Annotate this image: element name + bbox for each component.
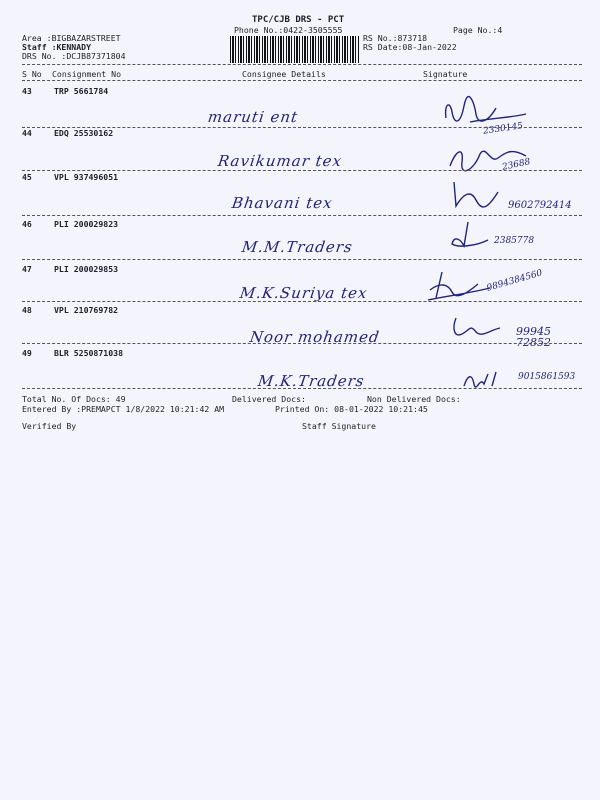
row-divider [22, 259, 582, 260]
row-consignment: PLI 200029853 [54, 264, 119, 274]
printed-on: Printed On: 08-01-2022 10:21:45 [275, 404, 428, 414]
col-header-sno: S No [22, 69, 42, 79]
consignee-handwriting: Bhavani tex [230, 194, 334, 212]
row-sno: 45 [22, 172, 32, 182]
row-divider [22, 388, 582, 389]
staff-label: Staff :KENNADY [22, 42, 92, 52]
consignee-handwriting: Noor mohamed [248, 328, 381, 346]
row-divider [22, 170, 582, 171]
signature-scribble [448, 220, 492, 256]
row-sno: 47 [22, 264, 32, 274]
signature-scribble [450, 314, 510, 346]
entered-by: Entered By :PREMAPCT 1/8/2022 10:21:42 AM [22, 404, 225, 414]
non-delivered-docs: Non Delivered Docs: [367, 394, 461, 404]
row-sno: 48 [22, 305, 32, 315]
col-header-signature: Signature [423, 69, 468, 79]
consignee-handwriting: M.M.Traders [240, 238, 354, 256]
row-consignment: VPL 210769782 [54, 305, 119, 315]
row-consignment: EDQ 25530162 [54, 128, 114, 138]
staff-signature: Staff Signature [302, 421, 376, 431]
row-consignment: TRP 5661784 [54, 86, 109, 96]
signature-number: 2385778 [494, 236, 535, 246]
signature-number: 9015861593 [518, 372, 576, 382]
total-docs: Total No. Of Docs: 49 [22, 394, 126, 404]
consignee-handwriting: M.K.Suriya tex [238, 284, 369, 302]
barcode [230, 36, 360, 63]
row-sno: 44 [22, 128, 32, 138]
row-divider [22, 215, 582, 216]
consignee-handwriting: maruti ent [206, 108, 300, 126]
drs-number: DRS No. :DCJB87371804 [22, 51, 126, 61]
consignee-handwriting: Ravikumar tex [216, 152, 344, 170]
signature-number: 23688 [501, 157, 532, 173]
verified-by: Verified By [22, 421, 77, 431]
rs-date: RS Date:08-Jan-2022 [363, 42, 457, 52]
phone-number: Phone No.:0422-3505555 [234, 25, 343, 35]
page-number: Page No.:4 [453, 25, 503, 35]
row-consignment: BLR 5250871038 [54, 348, 124, 358]
signature-number: 9894384560 [485, 268, 544, 294]
row-sno: 49 [22, 348, 32, 358]
divider [22, 64, 582, 65]
delivered-docs: Delivered Docs: [232, 394, 306, 404]
col-header-consignment: Consignment No [52, 69, 122, 79]
signature-number: 9602792414 [508, 200, 572, 211]
divider [22, 80, 582, 81]
signature-number: 2330145 [482, 121, 524, 137]
signature-scribble [448, 178, 508, 212]
row-divider [22, 343, 582, 344]
document-title: TPC/CJB DRS - PCT [252, 15, 345, 25]
row-sno: 43 [22, 86, 32, 96]
row-sno: 46 [22, 219, 32, 229]
signature-number: 99945 72852 [516, 325, 551, 349]
row-divider [22, 301, 582, 302]
signature-scribble [426, 270, 496, 304]
row-consignment: PLI 200029823 [54, 219, 119, 229]
row-consignment: VPL 937496051 [54, 172, 119, 182]
col-header-consignee: Consignee Details [242, 69, 326, 79]
consignee-handwriting: M.K.Traders [256, 372, 366, 390]
rs-number: RS No.:873718 [363, 33, 428, 43]
area-label: Area :BIGBAZARSTREET [22, 33, 121, 43]
